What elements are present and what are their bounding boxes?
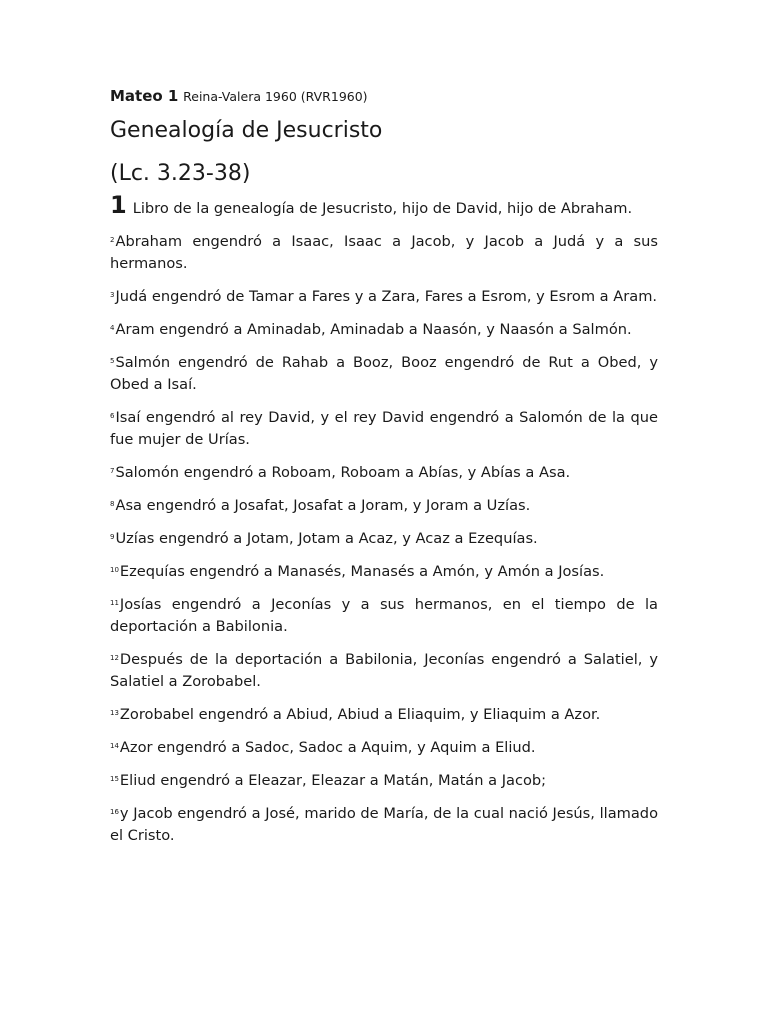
verse-text: Libro de la genealogía de Jesucristo, hijo de David, hijo de Abraham. — [132, 200, 633, 217]
verse-number: 7 — [110, 467, 115, 475]
verse-text: y Jacob engendró a José, marido de María, de la cual nació Jesús, llamado el Cristo. — [110, 805, 658, 844]
verse-13 — [110, 702, 658, 726]
verse-14 — [110, 735, 658, 759]
verse-number: 12 — [110, 654, 119, 662]
verse-12 — [110, 647, 658, 693]
verse-6 — [110, 405, 658, 451]
verse-number: 5 — [110, 357, 115, 365]
verse-10 — [110, 559, 658, 583]
verse-number: 9 — [110, 533, 115, 541]
cross-reference: (Lc. 3.23-38) — [110, 161, 251, 186]
verse-11 — [110, 592, 658, 638]
verse-text: Asa engendró a Josafat, Josafat a Joram, y Joram a Uzías. — [115, 497, 531, 514]
verse-number: 2 — [110, 236, 115, 244]
chapter-number: 1 — [110, 191, 127, 219]
verse-5 — [110, 350, 658, 396]
verse-number: 14 — [110, 742, 119, 750]
verse-text: Ezequías engendró a Manasés, Manasés a Amón, y Amón a Josías. — [119, 563, 605, 580]
document-page — [110, 86, 658, 856]
verse-number: 3 — [110, 291, 115, 299]
verse-8 — [110, 493, 658, 517]
verse-number: 8 — [110, 500, 115, 508]
verse-15 — [110, 768, 658, 792]
verse-text: Isaí engendró al rey David, y el rey David engendró a Salomón de la que fue mujer de Urías. — [110, 409, 658, 448]
bible-version-label: Reina-Valera 1960 (RVR1960) — [183, 89, 368, 104]
verse-2 — [110, 229, 658, 275]
verse-16 — [110, 801, 658, 847]
verse-number: 13 — [110, 709, 119, 717]
verse-text: Uzías engendró a Jotam, Jotam a Acaz, y Acaz a Ezequías. — [115, 530, 538, 547]
verse-text: Aram engendró a Aminadab, Aminadab a Naasón, y Naasón a Salmón. — [115, 321, 632, 338]
verse-text: Judá engendró de Tamar a Fares y a Zara, Fares a Esrom, y Esrom a Aram. — [115, 288, 658, 305]
verse-text: Zorobabel engendró a Abiud, Abiud a Eliaquim, y Eliaquim a Azor. — [119, 706, 601, 723]
verse-text: Salmón engendró de Rahab a Booz, Booz engendró de Rut a Obed, y Obed a Isaí. — [110, 354, 658, 393]
verse-text: Abraham engendró a Isaac, Isaac a Jacob, y Jacob a Judá y a sus hermanos. — [110, 233, 658, 272]
verse-number: 15 — [110, 775, 119, 783]
section-title: Genealogía de Jesucristo — [110, 118, 383, 143]
verse-7 — [110, 460, 658, 484]
verse-3 — [110, 284, 658, 308]
verse-number: 11 — [110, 599, 119, 607]
verse-text: Salomón engendró a Roboam, Roboam a Abías, y Abías a Asa. — [115, 464, 571, 481]
verse-number: 6 — [110, 412, 115, 420]
passage-reference — [110, 86, 658, 107]
verse-text: Después de la deportación a Babilonia, Jeconías engendró a Salatiel, y Salatiel a Zorobabel. — [110, 651, 658, 690]
verse-text: Josías engendró a Jeconías y a sus hermanos, en el tiempo de la deportación a Babilonia. — [110, 596, 658, 635]
verse-text: Eliud engendró a Eleazar, Eleazar a Matán, Matán a Jacob; — [119, 772, 547, 789]
verse-4 — [110, 317, 658, 341]
book-chapter-label: Mateo 1 — [110, 87, 179, 105]
verse-text: Azor engendró a Sadoc, Sadoc a Aquim, y Aquim a Eliud. — [119, 739, 536, 756]
verse-number: 16 — [110, 808, 119, 816]
verse-number: 4 — [110, 324, 115, 332]
verse-1 — [110, 191, 658, 220]
verse-number: 10 — [110, 566, 119, 574]
verse-9 — [110, 526, 658, 550]
